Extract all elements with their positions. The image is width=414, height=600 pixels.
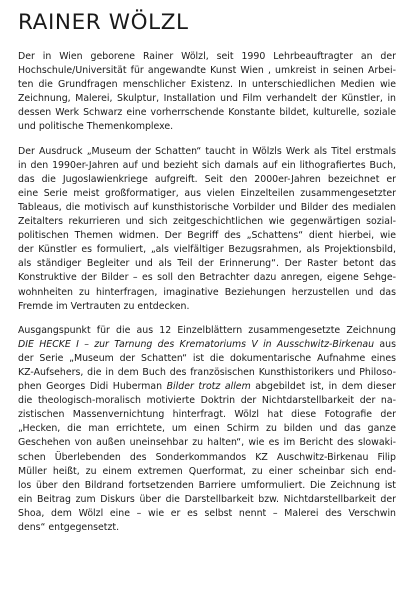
text-line: ein Beitrag zum Diskurs über die Darstellbarkeit bzw. Nichtdarstellbarkeit der <box>18 493 396 505</box>
text-line: Hochschule/Universität für angewandte Kunst Wien , umkreist in seinen Arbei- <box>18 65 396 77</box>
text-line: phen Georges Didi Huberman Bilder trotz allem abgebildet ist, in dem dieser <box>18 381 396 393</box>
text-line: der Künstler es formuliert, „als vielfältiger Bezugsrahmen, als Projektionsbild, <box>18 244 396 256</box>
text-line: zistischen Massenvernichtung hinterfragt. Wölzl hat diese Fotografie der <box>18 409 396 421</box>
text-line: in den 1990er-Jahren auf und bezieht sich damals auf ein lithografiertes Buch, <box>18 159 396 171</box>
text-line: Der Ausdruck „Museum der Schatten“ taucht in Wölzls Werk als Titel erstmals <box>18 145 396 157</box>
paragraph-die-hecke <box>18 324 396 535</box>
text-line: Tableaus, die motivisch auf kunsthistorische Vorbilder und Bilder des medialen <box>18 201 396 213</box>
paragraph-intro <box>18 50 396 135</box>
text-line: wohnheiten zu hinterfragen, imaginative Beziehungen herzustellen und das <box>18 286 396 298</box>
text-line: Zeichnung, Malerei, Skulptur, Installation und Film verhandelt der Künstler, in <box>18 93 396 105</box>
text-line: Müller heißt, zu einem extremen Querformat, zu einer scheinbar sich end- <box>18 465 396 477</box>
text-line: Konstruktive der Bilder – es soll den Betrachter dazu anregen, eigene Sehge- <box>18 272 396 284</box>
text-line: „Hecken, die man errichtete, um einen Schirm zu bilden und das ganze <box>18 423 396 435</box>
text-line: Shoa, dem Wölzl eine – wie er es selbst nennt – Malerei des Verschwin <box>18 507 396 519</box>
text-line: Zeitalters rekurrieren und sich zeitgeschichtlichen wie gegenwärtigen sozial- <box>18 216 396 228</box>
text-line: und politische Themenkomplexe. <box>18 121 174 133</box>
text-line: dens“ entgegensetzt. <box>18 522 120 533</box>
text-line: eine Serie meist großformatiger, aus vielen Einzelteilen zusammengesetzter <box>18 187 396 199</box>
text-line: der Serie „Museum der Schatten“ ist die dokumentarische Aufnahme eines <box>18 352 396 364</box>
text-line: ten die Grundfragen menschlicher Existenz. In unterschiedlichen Medien wie <box>18 79 396 91</box>
text-line: dessen Werk Schwarz eine vorherrschende Konstante bildet, kulturelle, soziale <box>18 107 396 119</box>
text-line: schen Überlebenden des Sonderkommandos KZ Auschwitz-Birkenau Filip <box>18 451 396 463</box>
text-line: KZ-Aufsehers, die in dem Buch des französischen Kunsthistorikers und Philoso- <box>18 366 396 378</box>
text-line: politischen Themen widmen. Der Begriff des „Schattens“ dient hierbei, wie <box>18 230 396 242</box>
paragraph-museum-der-schatten <box>18 145 396 314</box>
page-title: RAINER WÖLZL <box>18 10 189 35</box>
text-line: Fremde im Vertrauten zu entdecken. <box>18 300 190 312</box>
text-line: die theologisch-moralisch motivierte Doktrin der Nichtdarstellbarkeit der na- <box>18 395 396 407</box>
text-line: Der in Wien geborene Rainer Wölzl, seit 1990 Lehrbeauftragter an der <box>18 51 396 62</box>
text-line: als ständiger Begleiter und als Teil der Erinnerung“. Der Raster betont das <box>18 258 396 270</box>
text-line: los über den Bildrand fortsetzenden Barriere umformuliert. Die Zeichnung ist <box>18 479 396 491</box>
text-line: Geschehen von außen uneinsehbar zu halten“, wie es im Bericht des slowaki- <box>18 437 396 449</box>
text-line: DIE HECKE I – zur Tarnung des Krematoriums V in Ausschwitz-Birkenau aus <box>18 338 396 350</box>
text-line: das die Jugoslawienkriege aufgreift. Seit den 2000er-Jahren bezeichnet er <box>18 173 396 185</box>
text-line: Ausgangspunkt für die aus 12 Einzelblättern zusammengesetzte Zeichnung <box>18 324 396 336</box>
